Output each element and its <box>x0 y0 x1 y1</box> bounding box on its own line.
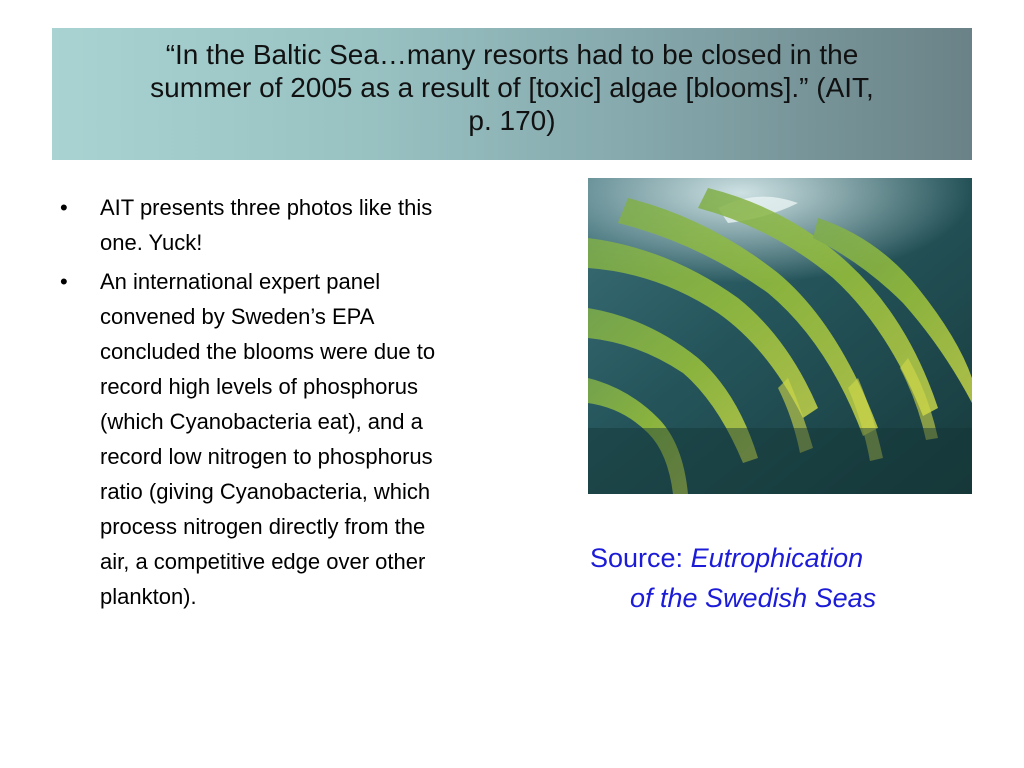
bullet-text-line: record high levels of phosphorus <box>100 374 418 399</box>
source-title-part1: Eutrophication <box>690 543 864 573</box>
bullet-item-photos <box>60 190 550 260</box>
source-title-part2: of the Swedish Seas <box>630 583 877 613</box>
source-line-1 <box>590 538 990 578</box>
bullet-text-line: record low nitrogen to phosphorus <box>100 444 433 469</box>
bullet-list <box>60 190 550 618</box>
bullet-item-expert-panel <box>60 264 550 614</box>
source-line-2 <box>590 578 990 618</box>
bullet-text-line: AIT presents three photos like this <box>100 195 433 220</box>
bullet-text-line: convened by Sweden’s EPA <box>100 304 375 329</box>
bullet-text-line: An international expert panel <box>100 269 381 294</box>
photo-source-caption <box>590 538 990 618</box>
bullet-marker: • <box>60 269 68 294</box>
bullet-text-line: plankton). <box>100 584 197 609</box>
source-prefix: Source: <box>590 543 691 573</box>
bullet-text-line: air, a competitive edge over other <box>100 549 426 574</box>
bullet-text-line: ratio (giving Cyanobacteria, which <box>100 479 431 504</box>
slide-title <box>52 28 972 160</box>
bullet-text-line: concluded the blooms were due to <box>100 339 436 364</box>
bullet-marker: • <box>60 195 68 220</box>
title-line-2: summer of 2005 as a result of [toxic] algae [blooms].” (AIT, <box>150 72 874 103</box>
algae-bloom-photo <box>588 178 972 494</box>
algae-bloom-aerial-photo-icon <box>588 178 972 494</box>
bullet-text-line: (which Cyanobacteria eat), and a <box>100 409 423 434</box>
title-line-3: p. 170) <box>468 105 556 136</box>
bullet-text-line: one. Yuck! <box>100 230 203 255</box>
bullet-text-line: process nitrogen directly from the <box>100 514 426 539</box>
title-line-1: “In the Baltic Sea…many resorts had to be closed in the <box>165 39 859 70</box>
